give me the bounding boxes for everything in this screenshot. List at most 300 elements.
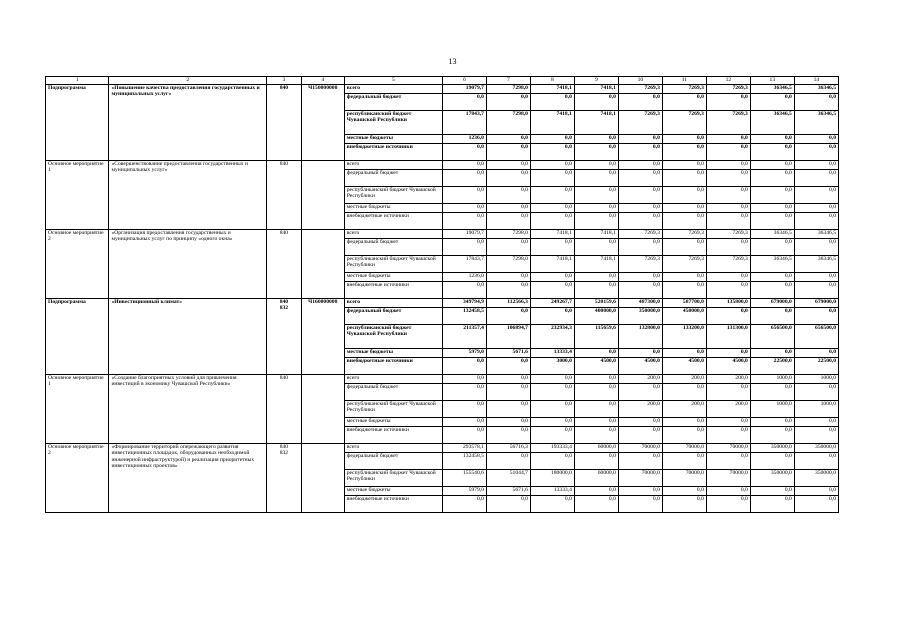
- amount-cell: 0,0: [486, 358, 530, 375]
- amount-cell: 0,0: [574, 239, 618, 256]
- funding-source-cell: внебюджетные источники: [344, 213, 442, 230]
- amount-cell: 0,0: [750, 496, 794, 513]
- table-row: [46, 299, 839, 308]
- amount-cell: 0,0: [442, 239, 486, 256]
- amount-cell: 0,0: [750, 204, 794, 213]
- amount-cell: 587700,0: [662, 299, 706, 308]
- amount-cell: 36346,5: [794, 85, 838, 94]
- header-row: [46, 77, 839, 85]
- amount-cell: 520159,6: [574, 299, 618, 308]
- amount-cell: 0,0: [794, 487, 838, 496]
- amount-cell: 0,0: [662, 135, 706, 144]
- amount-cell: 0,0: [530, 453, 574, 470]
- funding-source-cell: всего: [344, 299, 442, 308]
- amount-cell: 0,0: [442, 418, 486, 427]
- amount-cell: 0,0: [794, 384, 838, 401]
- amount-cell: 0,0: [486, 401, 530, 418]
- program-name-cell: «Совершенствование предоставления государственных и муниципальных услуг»: [109, 161, 267, 230]
- column-header: 8: [530, 77, 574, 85]
- amount-cell: 0,0: [618, 349, 662, 358]
- amount-cell: 0,0: [530, 161, 574, 170]
- amount-cell: 0,0: [794, 144, 838, 161]
- amount-cell: 0,0: [618, 187, 662, 204]
- amount-cell: 13333,4: [530, 349, 574, 358]
- amount-cell: 7269,3: [618, 85, 662, 94]
- amount-cell: 0,0: [750, 349, 794, 358]
- amount-cell: 133200,0: [662, 325, 706, 349]
- amount-cell: 0,0: [442, 94, 486, 111]
- program-name-cell: «Организация предоставления государственных и муниципальных услуг по принципу «одного окна»: [109, 230, 267, 299]
- amount-cell: 0,0: [486, 170, 530, 187]
- amount-cell: 350000,0: [750, 444, 794, 453]
- amount-cell: 0,0: [486, 496, 530, 513]
- amount-cell: 200,0: [618, 401, 662, 418]
- amount-cell: 0,0: [530, 94, 574, 111]
- amount-cell: 0,0: [794, 204, 838, 213]
- amount-cell: 7418,1: [574, 230, 618, 239]
- column-header: 10: [618, 77, 662, 85]
- funding-source-cell: всего: [344, 85, 442, 94]
- amount-cell: 0,0: [574, 496, 618, 513]
- amount-cell: 0,0: [706, 453, 750, 470]
- amount-cell: 0,0: [486, 282, 530, 299]
- column-header: 7: [486, 77, 530, 85]
- amount-cell: 0,0: [574, 427, 618, 444]
- target-code-cell: [301, 161, 344, 230]
- amount-cell: 0,0: [706, 384, 750, 401]
- amount-cell: 7269,3: [706, 85, 750, 94]
- amount-cell: 56716,3: [486, 444, 530, 453]
- amount-cell: 0,0: [706, 161, 750, 170]
- amount-cell: 22500,0: [794, 358, 838, 375]
- column-header: 9: [574, 77, 618, 85]
- target-code-cell: [301, 444, 344, 513]
- amount-cell: 0,0: [794, 94, 838, 111]
- amount-cell: 0,0: [618, 418, 662, 427]
- amount-cell: 7418,1: [574, 111, 618, 135]
- amount-cell: 7269,3: [706, 111, 750, 135]
- amount-cell: 132800,0: [618, 325, 662, 349]
- amount-cell: 5979,0: [442, 349, 486, 358]
- amount-cell: 0,0: [750, 239, 794, 256]
- amount-cell: 0,0: [530, 144, 574, 161]
- amount-cell: 1236,0: [442, 135, 486, 144]
- ministry-code-cell: 840: [267, 375, 302, 444]
- amount-cell: 0,0: [794, 161, 838, 170]
- amount-cell: 0,0: [706, 349, 750, 358]
- amount-cell: 0,0: [706, 94, 750, 111]
- amount-cell: 17843,7: [442, 256, 486, 273]
- amount-cell: 0,0: [794, 282, 838, 299]
- amount-cell: 70000,0: [662, 444, 706, 453]
- amount-cell: 0,0: [794, 273, 838, 282]
- amount-cell: 19079,7: [442, 230, 486, 239]
- amount-cell: 193333,4: [530, 444, 574, 453]
- amount-cell: 0,0: [618, 282, 662, 299]
- amount-cell: 0,0: [530, 213, 574, 230]
- amount-cell: 0,0: [486, 213, 530, 230]
- ministry-code-cell: 840: [267, 85, 302, 161]
- amount-cell: 350000,0: [618, 308, 662, 325]
- amount-cell: 200,0: [618, 375, 662, 384]
- amount-cell: 0,0: [706, 213, 750, 230]
- column-header: 3: [267, 77, 302, 85]
- amount-cell: 0,0: [486, 427, 530, 444]
- amount-cell: 0,0: [618, 213, 662, 230]
- amount-cell: 0,0: [442, 161, 486, 170]
- amount-cell: 5671,6: [486, 487, 530, 496]
- amount-cell: 60000,0: [574, 444, 618, 453]
- amount-cell: 0,0: [442, 187, 486, 204]
- target-code-cell: Ч150000000: [301, 85, 344, 161]
- amount-cell: 0,0: [574, 375, 618, 384]
- amount-cell: 0,0: [574, 401, 618, 418]
- amount-cell: 0,0: [706, 135, 750, 144]
- amount-cell: 450000,0: [662, 308, 706, 325]
- amount-cell: 135800,0: [706, 299, 750, 308]
- amount-cell: 7418,1: [574, 256, 618, 273]
- amount-cell: 0,0: [750, 135, 794, 144]
- funding-source-cell: федеральный бюджет: [344, 453, 442, 470]
- table-row: [46, 444, 839, 453]
- amount-cell: 1000,0: [794, 375, 838, 384]
- target-code-cell: [301, 375, 344, 444]
- amount-cell: 112566,3: [486, 299, 530, 308]
- page-number: 13: [448, 57, 457, 66]
- amount-cell: 17843,7: [442, 111, 486, 135]
- column-header: 12: [706, 77, 750, 85]
- amount-cell: 0,0: [794, 496, 838, 513]
- amount-cell: 0,0: [530, 282, 574, 299]
- amount-cell: 0,0: [442, 375, 486, 384]
- amount-cell: 7418,1: [530, 256, 574, 273]
- funding-source-cell: республиканский бюджет Чувашской Республики: [344, 187, 442, 204]
- amount-cell: 0,0: [574, 418, 618, 427]
- amount-cell: 0,0: [750, 213, 794, 230]
- amount-cell: 0,0: [618, 144, 662, 161]
- amount-cell: 0,0: [750, 170, 794, 187]
- amount-cell: 0,0: [794, 427, 838, 444]
- ministry-code-cell: 840 832: [267, 299, 302, 375]
- amount-cell: 0,0: [794, 239, 838, 256]
- amount-cell: 0,0: [750, 418, 794, 427]
- amount-cell: 487300,0: [618, 299, 662, 308]
- column-header: 5: [344, 77, 442, 85]
- amount-cell: 155540,6: [442, 470, 486, 487]
- amount-cell: 7269,3: [706, 230, 750, 239]
- amount-cell: 0,0: [662, 384, 706, 401]
- funding-source-cell: внебюджетные источники: [344, 358, 442, 375]
- amount-cell: 249267,7: [530, 299, 574, 308]
- amount-cell: 4500,0: [662, 358, 706, 375]
- funding-source-cell: федеральный бюджет: [344, 308, 442, 325]
- column-header: 13: [750, 77, 794, 85]
- amount-cell: 70000,0: [662, 470, 706, 487]
- amount-cell: 0,0: [574, 213, 618, 230]
- column-header: 2: [109, 77, 267, 85]
- amount-cell: 0,0: [618, 204, 662, 213]
- amount-cell: 0,0: [530, 384, 574, 401]
- amount-cell: 5979,0: [442, 487, 486, 496]
- amount-cell: 131300,0: [706, 325, 750, 349]
- amount-cell: 0,0: [486, 144, 530, 161]
- amount-cell: 7298,0: [486, 230, 530, 239]
- amount-cell: 0,0: [794, 187, 838, 204]
- amount-cell: 0,0: [530, 427, 574, 444]
- funding-source-cell: внебюджетные источники: [344, 496, 442, 513]
- amount-cell: 0,0: [750, 384, 794, 401]
- amount-cell: 36346,5: [794, 256, 838, 273]
- amount-cell: 106894,7: [486, 325, 530, 349]
- program-name-cell: «Повышение качества предоставления государственных и муниципальных услуг»: [109, 85, 267, 161]
- program-type-cell: Основное мероприятие 2: [46, 230, 109, 299]
- amount-cell: 0,0: [662, 213, 706, 230]
- amount-cell: 0,0: [530, 496, 574, 513]
- amount-cell: 0,0: [574, 144, 618, 161]
- amount-cell: 211357,4: [442, 325, 486, 349]
- amount-cell: 7298,0: [486, 111, 530, 135]
- amount-cell: 0,0: [618, 273, 662, 282]
- amount-cell: 0,0: [662, 453, 706, 470]
- amount-cell: 0,0: [794, 170, 838, 187]
- amount-cell: 132458,5: [442, 453, 486, 470]
- amount-cell: 0,0: [662, 349, 706, 358]
- amount-cell: 0,0: [442, 213, 486, 230]
- amount-cell: 0,0: [750, 187, 794, 204]
- amount-cell: 0,0: [706, 170, 750, 187]
- amount-cell: 0,0: [442, 427, 486, 444]
- amount-cell: 0,0: [486, 161, 530, 170]
- program-name-cell: «Создание благоприятных условий для привлечения инвестиций в экономику Чувашской Республики»: [109, 375, 267, 444]
- amount-cell: 0,0: [618, 135, 662, 144]
- funding-source-cell: республиканский бюджет Чувашской Республики: [344, 325, 442, 349]
- amount-cell: 0,0: [706, 487, 750, 496]
- amount-cell: 0,0: [618, 170, 662, 187]
- column-header: 14: [794, 77, 838, 85]
- amount-cell: 0,0: [530, 239, 574, 256]
- amount-cell: 0,0: [794, 418, 838, 427]
- amount-cell: 350000,0: [794, 444, 838, 453]
- ministry-code-cell: 840 832: [267, 444, 302, 513]
- funding-source-cell: внебюджетные источники: [344, 282, 442, 299]
- amount-cell: 0,0: [706, 187, 750, 204]
- amount-cell: 0,0: [706, 144, 750, 161]
- column-header: 4: [301, 77, 344, 85]
- amount-cell: 0,0: [442, 144, 486, 161]
- amount-cell: 0,0: [486, 94, 530, 111]
- amount-cell: 0,0: [618, 487, 662, 496]
- amount-cell: 0,0: [706, 418, 750, 427]
- amount-cell: 7418,1: [530, 230, 574, 239]
- amount-cell: 0,0: [662, 282, 706, 299]
- amount-cell: 200,0: [662, 375, 706, 384]
- funding-source-cell: всего: [344, 375, 442, 384]
- amount-cell: 0,0: [618, 496, 662, 513]
- program-name-cell: «Инвестиционный климат»: [109, 299, 267, 375]
- amount-cell: 656500,0: [794, 325, 838, 349]
- amount-cell: 0,0: [574, 161, 618, 170]
- amount-cell: 0,0: [530, 204, 574, 213]
- amount-cell: 0,0: [530, 187, 574, 204]
- amount-cell: 0,0: [706, 282, 750, 299]
- amount-cell: 0,0: [662, 418, 706, 427]
- amount-cell: 0,0: [574, 453, 618, 470]
- amount-cell: 0,0: [662, 496, 706, 513]
- table-row: [46, 230, 839, 239]
- amount-cell: 0,0: [750, 282, 794, 299]
- column-header: 1: [46, 77, 109, 85]
- amount-cell: 0,0: [486, 273, 530, 282]
- amount-cell: 132458,5: [442, 308, 486, 325]
- amount-cell: 0,0: [750, 427, 794, 444]
- amount-cell: 0,0: [486, 418, 530, 427]
- ministry-code-cell: 840: [267, 161, 302, 230]
- amount-cell: 3000,0: [530, 358, 574, 375]
- amount-cell: 656500,0: [750, 325, 794, 349]
- amount-cell: 0,0: [530, 401, 574, 418]
- amount-cell: 0,0: [574, 349, 618, 358]
- amount-cell: 7269,3: [662, 111, 706, 135]
- amount-cell: 0,0: [750, 487, 794, 496]
- amount-cell: 0,0: [618, 161, 662, 170]
- funding-source-cell: местные бюджеты: [344, 204, 442, 213]
- program-name-cell: «Формирование территорий опережающего развития инвестиционных площадок, оборудованных необходимой инженерной инфраструктурой) и реализация приоритетных инвестиционных проектов»: [109, 444, 267, 513]
- amount-cell: 0,0: [486, 384, 530, 401]
- table-row: [46, 85, 839, 94]
- amount-cell: 0,0: [442, 282, 486, 299]
- program-type-cell: Основное мероприятие 1: [46, 161, 109, 230]
- funding-source-cell: республиканский бюджет Чувашской Республики: [344, 111, 442, 135]
- amount-cell: 0,0: [574, 170, 618, 187]
- amount-cell: 7269,3: [618, 230, 662, 239]
- amount-cell: 0,0: [574, 273, 618, 282]
- amount-cell: 0,0: [486, 135, 530, 144]
- amount-cell: 0,0: [662, 427, 706, 444]
- funding-source-cell: местные бюджеты: [344, 487, 442, 496]
- amount-cell: 7298,0: [486, 256, 530, 273]
- amount-cell: 200,0: [662, 401, 706, 418]
- amount-cell: 70000,0: [618, 444, 662, 453]
- amount-cell: 19079,7: [442, 85, 486, 94]
- amount-cell: 0,0: [530, 135, 574, 144]
- amount-cell: 7269,3: [662, 230, 706, 239]
- amount-cell: 0,0: [486, 453, 530, 470]
- amount-cell: 200,0: [706, 375, 750, 384]
- amount-cell: 0,0: [750, 273, 794, 282]
- amount-cell: 0,0: [574, 204, 618, 213]
- amount-cell: 0,0: [486, 187, 530, 204]
- amount-cell: 0,0: [574, 135, 618, 144]
- amount-cell: 0,0: [574, 487, 618, 496]
- amount-cell: 0,0: [662, 239, 706, 256]
- column-header: 11: [662, 77, 706, 85]
- amount-cell: 22500,0: [750, 358, 794, 375]
- amount-cell: 60000,0: [574, 470, 618, 487]
- amount-cell: 0,0: [794, 213, 838, 230]
- amount-cell: 0,0: [618, 427, 662, 444]
- amount-cell: 0,0: [442, 496, 486, 513]
- amount-cell: 0,0: [486, 375, 530, 384]
- funding-source-cell: местные бюджеты: [344, 349, 442, 358]
- table-row: [46, 161, 839, 170]
- amount-cell: 5671,6: [486, 349, 530, 358]
- amount-cell: 0,0: [618, 384, 662, 401]
- amount-cell: 0,0: [574, 384, 618, 401]
- amount-cell: 36346,5: [794, 111, 838, 135]
- amount-cell: 70000,0: [706, 470, 750, 487]
- amount-cell: 0,0: [750, 94, 794, 111]
- amount-cell: 7269,3: [618, 111, 662, 135]
- amount-cell: 115659,6: [574, 325, 618, 349]
- amount-cell: 1000,0: [794, 401, 838, 418]
- funding-source-cell: республиканский бюджет Чувашской Республики: [344, 256, 442, 273]
- amount-cell: 0,0: [530, 308, 574, 325]
- budget-table: [45, 76, 839, 513]
- amount-cell: 0,0: [662, 273, 706, 282]
- amount-cell: 7269,3: [662, 256, 706, 273]
- amount-cell: 0,0: [530, 375, 574, 384]
- amount-cell: 0,0: [750, 453, 794, 470]
- amount-cell: 4500,0: [574, 358, 618, 375]
- amount-cell: 232934,3: [530, 325, 574, 349]
- funding-source-cell: всего: [344, 230, 442, 239]
- amount-cell: 0,0: [750, 144, 794, 161]
- amount-cell: 7418,1: [530, 111, 574, 135]
- amount-cell: 0,0: [662, 161, 706, 170]
- amount-cell: 7298,0: [486, 85, 530, 94]
- program-type-cell: Подпрограмма: [46, 85, 109, 161]
- amount-cell: 0,0: [750, 308, 794, 325]
- amount-cell: 1000,0: [750, 401, 794, 418]
- funding-source-cell: республиканский бюджет Чувашской Республики: [344, 401, 442, 418]
- amount-cell: 51044,7: [486, 470, 530, 487]
- amount-cell: 0,0: [706, 496, 750, 513]
- amount-cell: 679000,0: [750, 299, 794, 308]
- amount-cell: 0,0: [442, 170, 486, 187]
- program-type-cell: Основное мероприятие 2: [46, 444, 109, 513]
- amount-cell: 0,0: [706, 273, 750, 282]
- amount-cell: 13333,4: [530, 487, 574, 496]
- amount-cell: 0,0: [486, 239, 530, 256]
- funding-source-cell: внебюджетные источники: [344, 427, 442, 444]
- amount-cell: 0,0: [530, 418, 574, 427]
- amount-cell: 0,0: [706, 427, 750, 444]
- funding-source-cell: федеральный бюджет: [344, 384, 442, 401]
- amount-cell: 0,0: [530, 170, 574, 187]
- funding-source-cell: республиканский бюджет Чувашской Республики: [344, 470, 442, 487]
- amount-cell: 1000,0: [750, 375, 794, 384]
- amount-cell: 180000,0: [530, 470, 574, 487]
- amount-cell: 679000,0: [794, 299, 838, 308]
- amount-cell: 0,0: [442, 204, 486, 213]
- amount-cell: 36346,5: [750, 111, 794, 135]
- amount-cell: 0,0: [794, 135, 838, 144]
- amount-cell: 0,0: [662, 187, 706, 204]
- funding-source-cell: местные бюджеты: [344, 418, 442, 427]
- amount-cell: 4500,0: [706, 358, 750, 375]
- target-code-cell: [301, 230, 344, 299]
- funding-source-cell: местные бюджеты: [344, 273, 442, 282]
- amount-cell: 0,0: [662, 94, 706, 111]
- amount-cell: 0,0: [662, 204, 706, 213]
- program-type-cell: Основное мероприятие 1: [46, 375, 109, 444]
- amount-cell: 0,0: [574, 282, 618, 299]
- amount-cell: 1236,0: [442, 273, 486, 282]
- amount-cell: 349794,9: [442, 299, 486, 308]
- program-type-cell: Подпрограмма: [46, 299, 109, 375]
- amount-cell: 0,0: [442, 358, 486, 375]
- funding-source-cell: федеральный бюджет: [344, 239, 442, 256]
